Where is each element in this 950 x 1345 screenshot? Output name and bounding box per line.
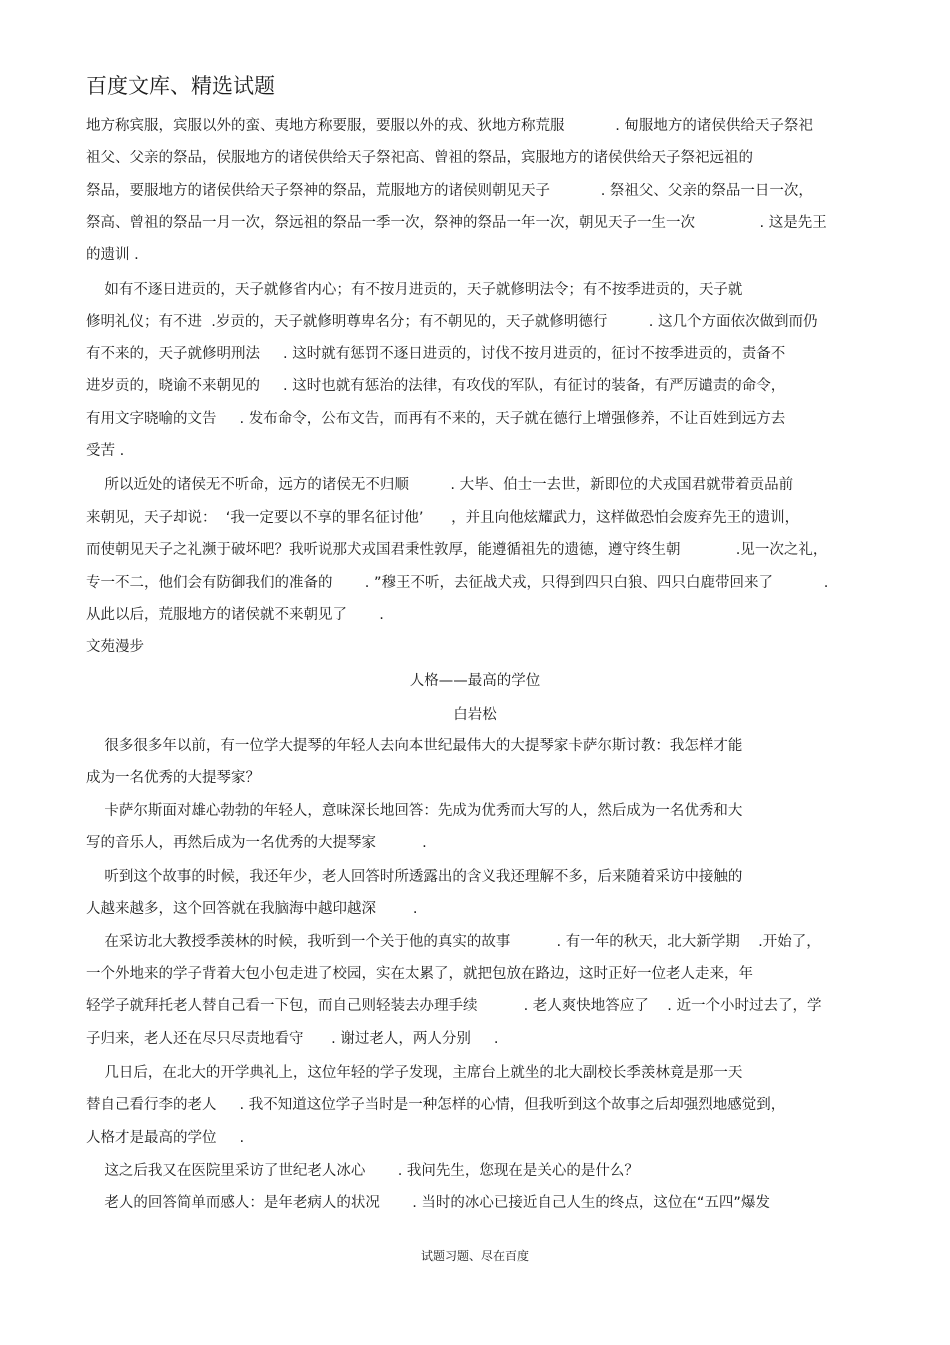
section-label: 文苑漫步 xyxy=(86,639,144,655)
text-line: 所以近处的诸侯无不听命，远方的诸侯无不归顺 . 大毕、伯士一去世，新即位的犬戎国君就带着贡品前 xyxy=(86,477,794,493)
text-line: 祭品，要服地方的诸侯供给天子祭神的祭品，荒服地方的诸侯则朝见天子 . 祭祖父、父亲的祭品一日一次， xyxy=(86,183,813,199)
text-line: 很多很多年以前，有一位学大提琴的年轻人去向本世纪最伟大的大提琴家卡萨尔斯讨教：我怎样才能 xyxy=(86,738,743,754)
text-line: 受苦 . xyxy=(86,443,125,459)
text-line: 来朝见，天子却说： ‘我一定要以不享的罪名征讨他’ ，并且向他炫耀武力，这样做恐怕会废弃先王的遗训， xyxy=(86,510,800,526)
text-line: 祭高、曾祖的祭品一月一次，祭远祖的祭品一季一次，祭神的祭品一年一次，朝见天子一生一次 . 这是先王 xyxy=(86,215,827,231)
article-author: 白岩松 xyxy=(453,707,497,723)
text-line: 如有不逐日进贡的，天子就修省内心；有不按月进贡的，天子就修明法令；有不按季进贡的，天子就 xyxy=(86,282,743,298)
page-footer: 试题习题、尽在百度 xyxy=(420,1249,529,1263)
text-line: 听到这个故事的时候，我还年少，老人回答时所透露出的含义我还理解不多，后来随着采访中接触的 xyxy=(86,869,743,885)
text-line: 替自己看行李的老人 . 我不知道这位学子当时是一种怎样的心情，但我听到这个故事之后却强烈地感觉到， xyxy=(86,1097,786,1113)
text-line: 卡萨尔斯面对雄心勃勃的年轻人，意味深长地回答：先成为优秀而大写的人，然后成为一名优秀和大 xyxy=(86,803,743,819)
text-line: 几日后，在北大的开学典礼上，这位年轻的学子发现，主席台上就坐的北大副校长季羡林竟是那一天 xyxy=(86,1065,743,1081)
page-header-title: 百度文库、精选试题 xyxy=(86,74,275,98)
text-line: 的遗训 . xyxy=(86,247,139,263)
text-line: 成为一名优秀的大提琴家？ xyxy=(86,770,260,786)
text-line: 有用文字晓喻的文告 . 发布命令，公布文告，而再有不来的，天子就在德行上增强修养，不让百姓到远方去 xyxy=(86,411,786,427)
text-line: 地方称宾服，宾服以外的蛮、夷地方称要服，要服以外的戎、狄地方称荒服 . 甸服地方的诸侯供给天子祭祀 xyxy=(86,118,813,134)
text-line: 人格才是最高的学位 . xyxy=(86,1130,245,1146)
text-line: 有不来的，天子就修明刑法 . 这时就有惩罚不逐日进贡的，讨伐不按月进贡的，征讨不按季进贡的，责备不 xyxy=(86,346,786,362)
text-line: 人越来越多，这个回答就在我脑海中越印越深 . xyxy=(86,901,418,917)
text-line: 老人的回答简单而感人：是年老病人的状况 . 当时的冰心已接近自己人生的终点，这位在“五四”爆发 xyxy=(86,1195,770,1211)
text-line: 而使朝见天子之礼濒于破坏吧？我听说那犬戎国君秉性敦厚，能遵循祖先的遗德，遵守终生朝 .见一次之礼， xyxy=(86,542,828,558)
article-title: 人格——最高的学位 xyxy=(409,673,541,689)
text-line: 专一不二，他们会有防御我们的准备的 . ”穆王不听，去征战犬戎，只得到四只白狼、四只白鹿带回来了 . xyxy=(86,575,829,591)
text-line: 轻学子就拜托老人替自己看一下包，而自己则轻装去办理手续 . 老人爽快地答应了 . 近一个小时过去了，学 xyxy=(86,998,822,1014)
text-line: 进岁贡的，晓谕不来朝见的 . 这时也就有惩治的法律，有攻伐的军队，有征讨的装备，有严厉谴责的命令， xyxy=(86,378,786,394)
text-line: 一个外地来的学子背着大包小包走进了校园，实在太累了，就把包放在路边，这时正好一位老人走来，年 xyxy=(86,966,753,982)
text-line: 从此以后，荒服地方的诸侯就不来朝见了 . xyxy=(86,607,384,623)
text-line: 在采访北大教授季羡林的时候，我听到一个关于他的真实的故事 . 有一年的秋天，北大新学期 .开始了， xyxy=(86,934,821,950)
text-line: 子归来，老人还在尽只尽责地看守 . 谢过老人，两人分别 . xyxy=(86,1031,499,1047)
text-line: 写的音乐人，再然后成为一名优秀的大提琴家 . xyxy=(86,835,427,851)
text-line: 祖父、父亲的祭品，侯服地方的诸侯供给天子祭祀高、曾祖的祭品，宾服地方的诸侯供给天子祭祀远祖的 xyxy=(86,150,753,166)
text-line: 修明礼仪；有不进 .岁贡的，天子就修明尊卑名分；有不朝见的，天子就修明德行 . 这几个方面依次做到而仍 xyxy=(86,314,818,330)
text-line: 这之后我又在医院里采访了世纪老人冰心 . 我问先生，您现在是关心的是什么？ xyxy=(86,1163,639,1179)
